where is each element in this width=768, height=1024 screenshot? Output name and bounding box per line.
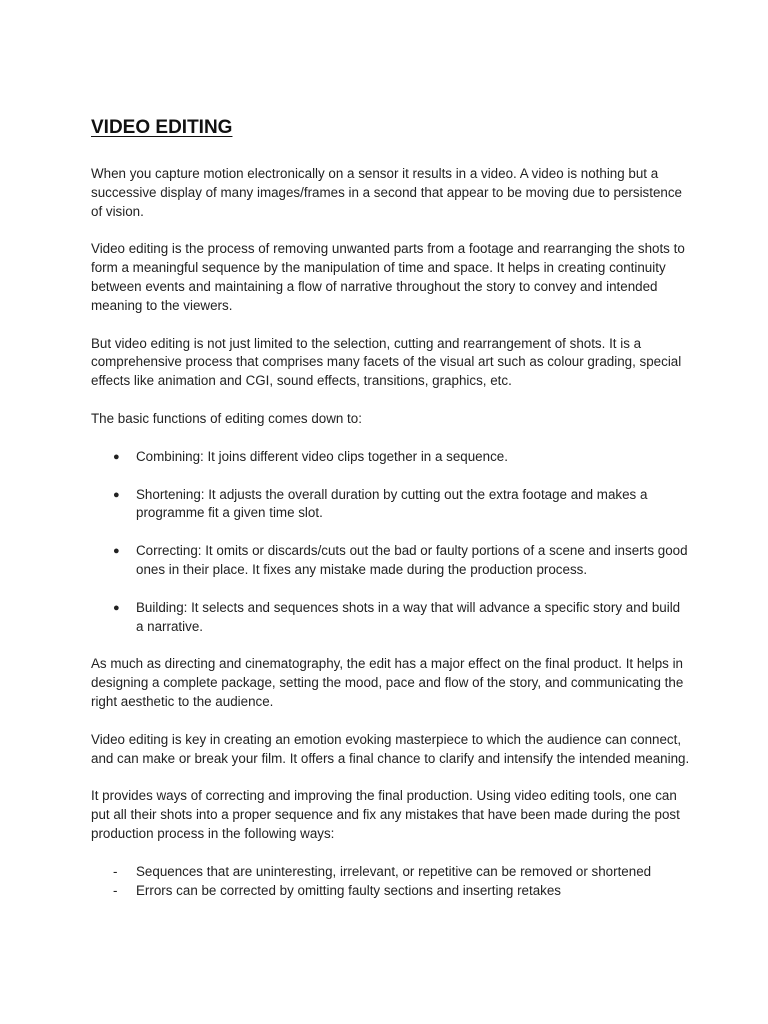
bullet-icon: ● [113, 545, 120, 558]
dash-icon: - [113, 882, 118, 898]
definition-paragraph: Video editing is the process of removing unwanted parts from a footage and rearranging the shots to form a meaningful sequence by the manipulation of time and space. It helps in creating continuity between events and maintaining a flow of narrative throughout the story to convey and intended meaning to the viewers. [91, 241, 685, 313]
list-item [91, 882, 691, 901]
scope-paragraph: But video editing is not just limited to the selection, cutting and rearrangement of shots. It is a comprehensive process that comprises many facets of the visual art such as colour grading, special effects like animation and CGI, sound effects, transitions, graphics, etc. [91, 335, 682, 389]
document-body [91, 112, 691, 900]
bullet-icon: ● [113, 488, 120, 501]
impact-paragraph: As much as directing and cinematography, the edit has a major effect on the final product. It helps in designing a complete package, setting the mood, pace and flow of the story, and communicating the right aesthetic to the audience. [91, 656, 684, 709]
page-title: VIDEO EDITING [91, 117, 233, 138]
list-item [91, 486, 691, 524]
list-item-text: Building: It selects and sequences shots in a way that will advance a specific story and build a narrative. [136, 599, 681, 634]
dash-icon: - [113, 863, 118, 879]
list-item [91, 863, 691, 882]
list-item-text: Correcting: It omits or discards/cuts out the bad or faulty portions of a scene and inserts good ones in their place. It fixes any mistake made during the production process. [136, 543, 688, 577]
list-item [91, 448, 691, 467]
list-item-text: Sequences that are uninteresting, irrelevant, or repetitive can be removed or shortened [136, 863, 652, 879]
functions-bullet-list [91, 448, 691, 637]
emotion-paragraph: Video editing is key in creating an emotion evoking masterpiece to which the audience can connect, and can make or break your film. It offers a final chance to clarify and intensify the intended meaning. [91, 731, 690, 766]
list-item [91, 542, 691, 580]
functions-intro-paragraph: The basic functions of editing comes down to: [91, 410, 362, 426]
list-item-text: Combining: It joins different video clips together in a sequence. [136, 448, 508, 464]
list-item-text: Shortening: It adjusts the overall duration by cutting out the extra footage and makes a programme fit a given time slot. [136, 486, 648, 521]
intro-paragraph: When you capture motion electronically on a sensor it results in a video. A video is nothing but a successive display of many images/frames in a second that appear to be moving due to persistence of vision. [91, 166, 682, 219]
bullet-icon: ● [113, 601, 120, 614]
list-item [91, 599, 691, 637]
correction-paragraph: It provides ways of correcting and improving the final production. Using video editing tools, one can put all their shots into a proper sequence and fix any mistakes that have been made during the post production process in the following ways: [91, 788, 680, 841]
corrections-dash-list [91, 863, 691, 901]
bullet-icon: ● [113, 450, 120, 463]
list-item-text: Errors can be corrected by omitting faulty sections and inserting retakes [136, 882, 561, 898]
